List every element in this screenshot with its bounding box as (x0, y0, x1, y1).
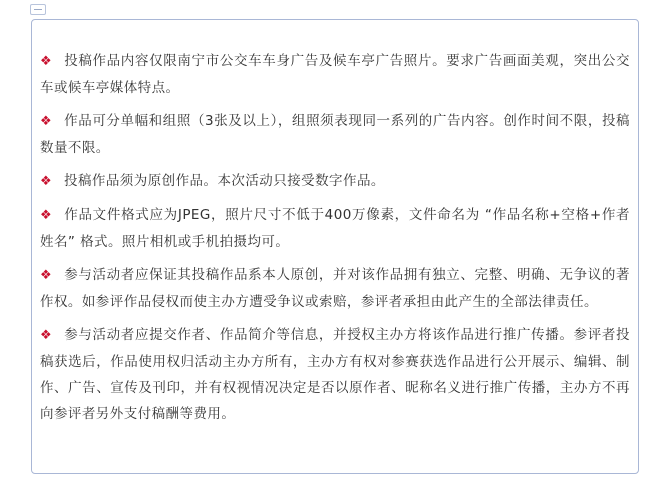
rule-text: 作品可分单幅和组照（3张及以上），组照须表现同一系列的广告内容。创作时间不限，投稿数量不限。 (40, 113, 630, 156)
rule-item-3 (40, 168, 630, 195)
rule-item-4 (40, 202, 630, 255)
rule-text: 投稿作品须为原创作品。本次活动只接受数字作品。 (64, 173, 385, 189)
diamond-bullet-icon: ❖ (40, 268, 53, 283)
rule-text: 参与活动者应提交作者、作品简介等信息，并授权主办方将该作品进行推广传播。参评者投稿获选后，作品使用权归活动主办方所有，主办方有权对参赛获选作品进行公开展示、编辑、制作、广告、宣传及刊印，并有权视情况决定是否以原作者、昵称名义进行推广传播，主办方不再向参评者另外支付稿酬等费用。 (40, 327, 630, 422)
rules-panel (31, 19, 639, 474)
rule-text: 参与活动者应保证其投稿作品系本人原创，并对该作品拥有独立、完整、明确、无争议的著作权。如参评作品侵权而使主办方遭受争议或索赔，参评者承担由此产生的全部法律责任。 (40, 267, 630, 310)
rule-item-5 (40, 262, 630, 315)
diamond-bullet-icon: ❖ (40, 54, 53, 69)
diamond-bullet-icon: ❖ (40, 208, 53, 223)
diamond-bullet-icon: ❖ (40, 174, 53, 189)
diamond-bullet-icon: ❖ (40, 114, 53, 129)
diamond-bullet-icon: ❖ (40, 328, 53, 343)
rule-text: 作品文件格式应为JPEG，照片尺寸不低于400万像素，文件命名为 “作品名称+空格+作者姓名” 格式。照片相机或手机拍摄均可。 (40, 207, 630, 250)
rule-item-6 (40, 322, 630, 427)
rule-item-2 (40, 108, 630, 161)
rule-text: 投稿作品内容仅限南宁市公交车车身广告及候车亭广告照片。要求广告画面美观，突出公交车或候车亭媒体特点。 (40, 53, 630, 96)
collapse-handle-icon[interactable] (30, 4, 46, 15)
rule-item-1 (40, 48, 630, 101)
